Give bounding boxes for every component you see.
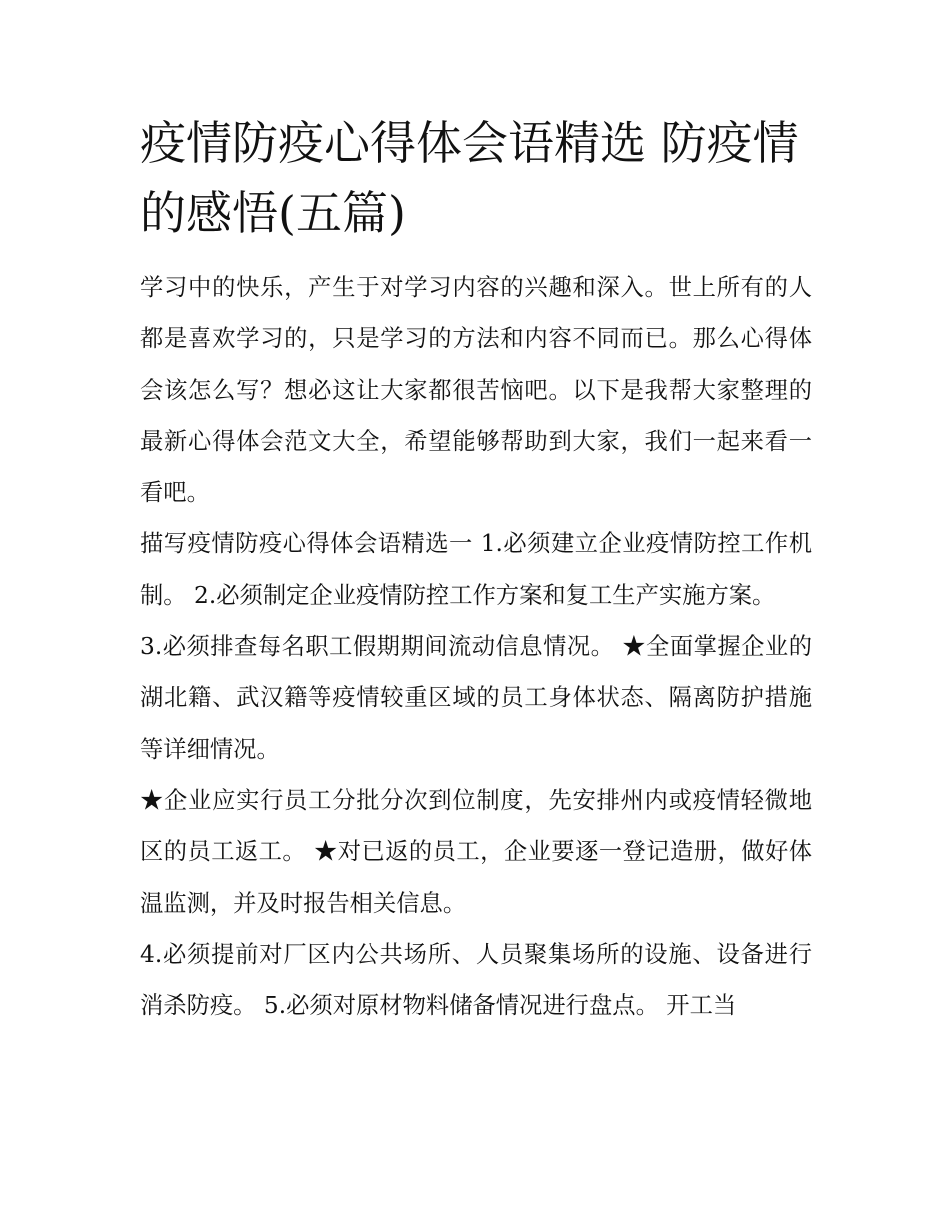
- paragraph-2: 3.必须排查每名职工假期期间流动信息情况。 ★全面掌握企业的湖北籍、武汉籍等疫情较重区域的员工身体状态、隔离防护措施等详细情况。: [140, 633, 812, 763]
- document-page: [140, 108, 812, 1031]
- paragraph-intro: 学习中的快乐，产生于对学习内容的兴趣和深入。世上所有的人都是喜欢学习的，只是学习的方法和内容不同而已。那么心得体会该怎么写？想必这让大家都很苦恼吧。以下是我帮大家整理的最新心得体会范文大全，希望能够帮助到大家，我们一起来看一看吧。: [140, 274, 812, 507]
- paragraph-4: 4.必须提前对厂区内公共场所、人员聚集场所的设施、设备进行消杀防疫。 5.必须对原材物料储备情况进行盘点。 开工当: [140, 940, 812, 1020]
- paragraph-3: ★企业应实行员工分批分次到位制度，先安排州内或疫情轻微地区的员工返工。 ★对已返的员工，企业要逐一登记造册，做好体温监测，并及时报告相关信息。: [140, 786, 812, 917]
- document-title: 疫情防疫心得体会语精选 防疫情的感悟(五篇): [140, 116, 799, 240]
- paragraph-1: 描写疫情防疫心得体会语精选一 1.必须建立企业疫情防控工作机制。 2.必须制定企业疫情防控工作方案和复工生产实施方案。: [140, 530, 812, 609]
